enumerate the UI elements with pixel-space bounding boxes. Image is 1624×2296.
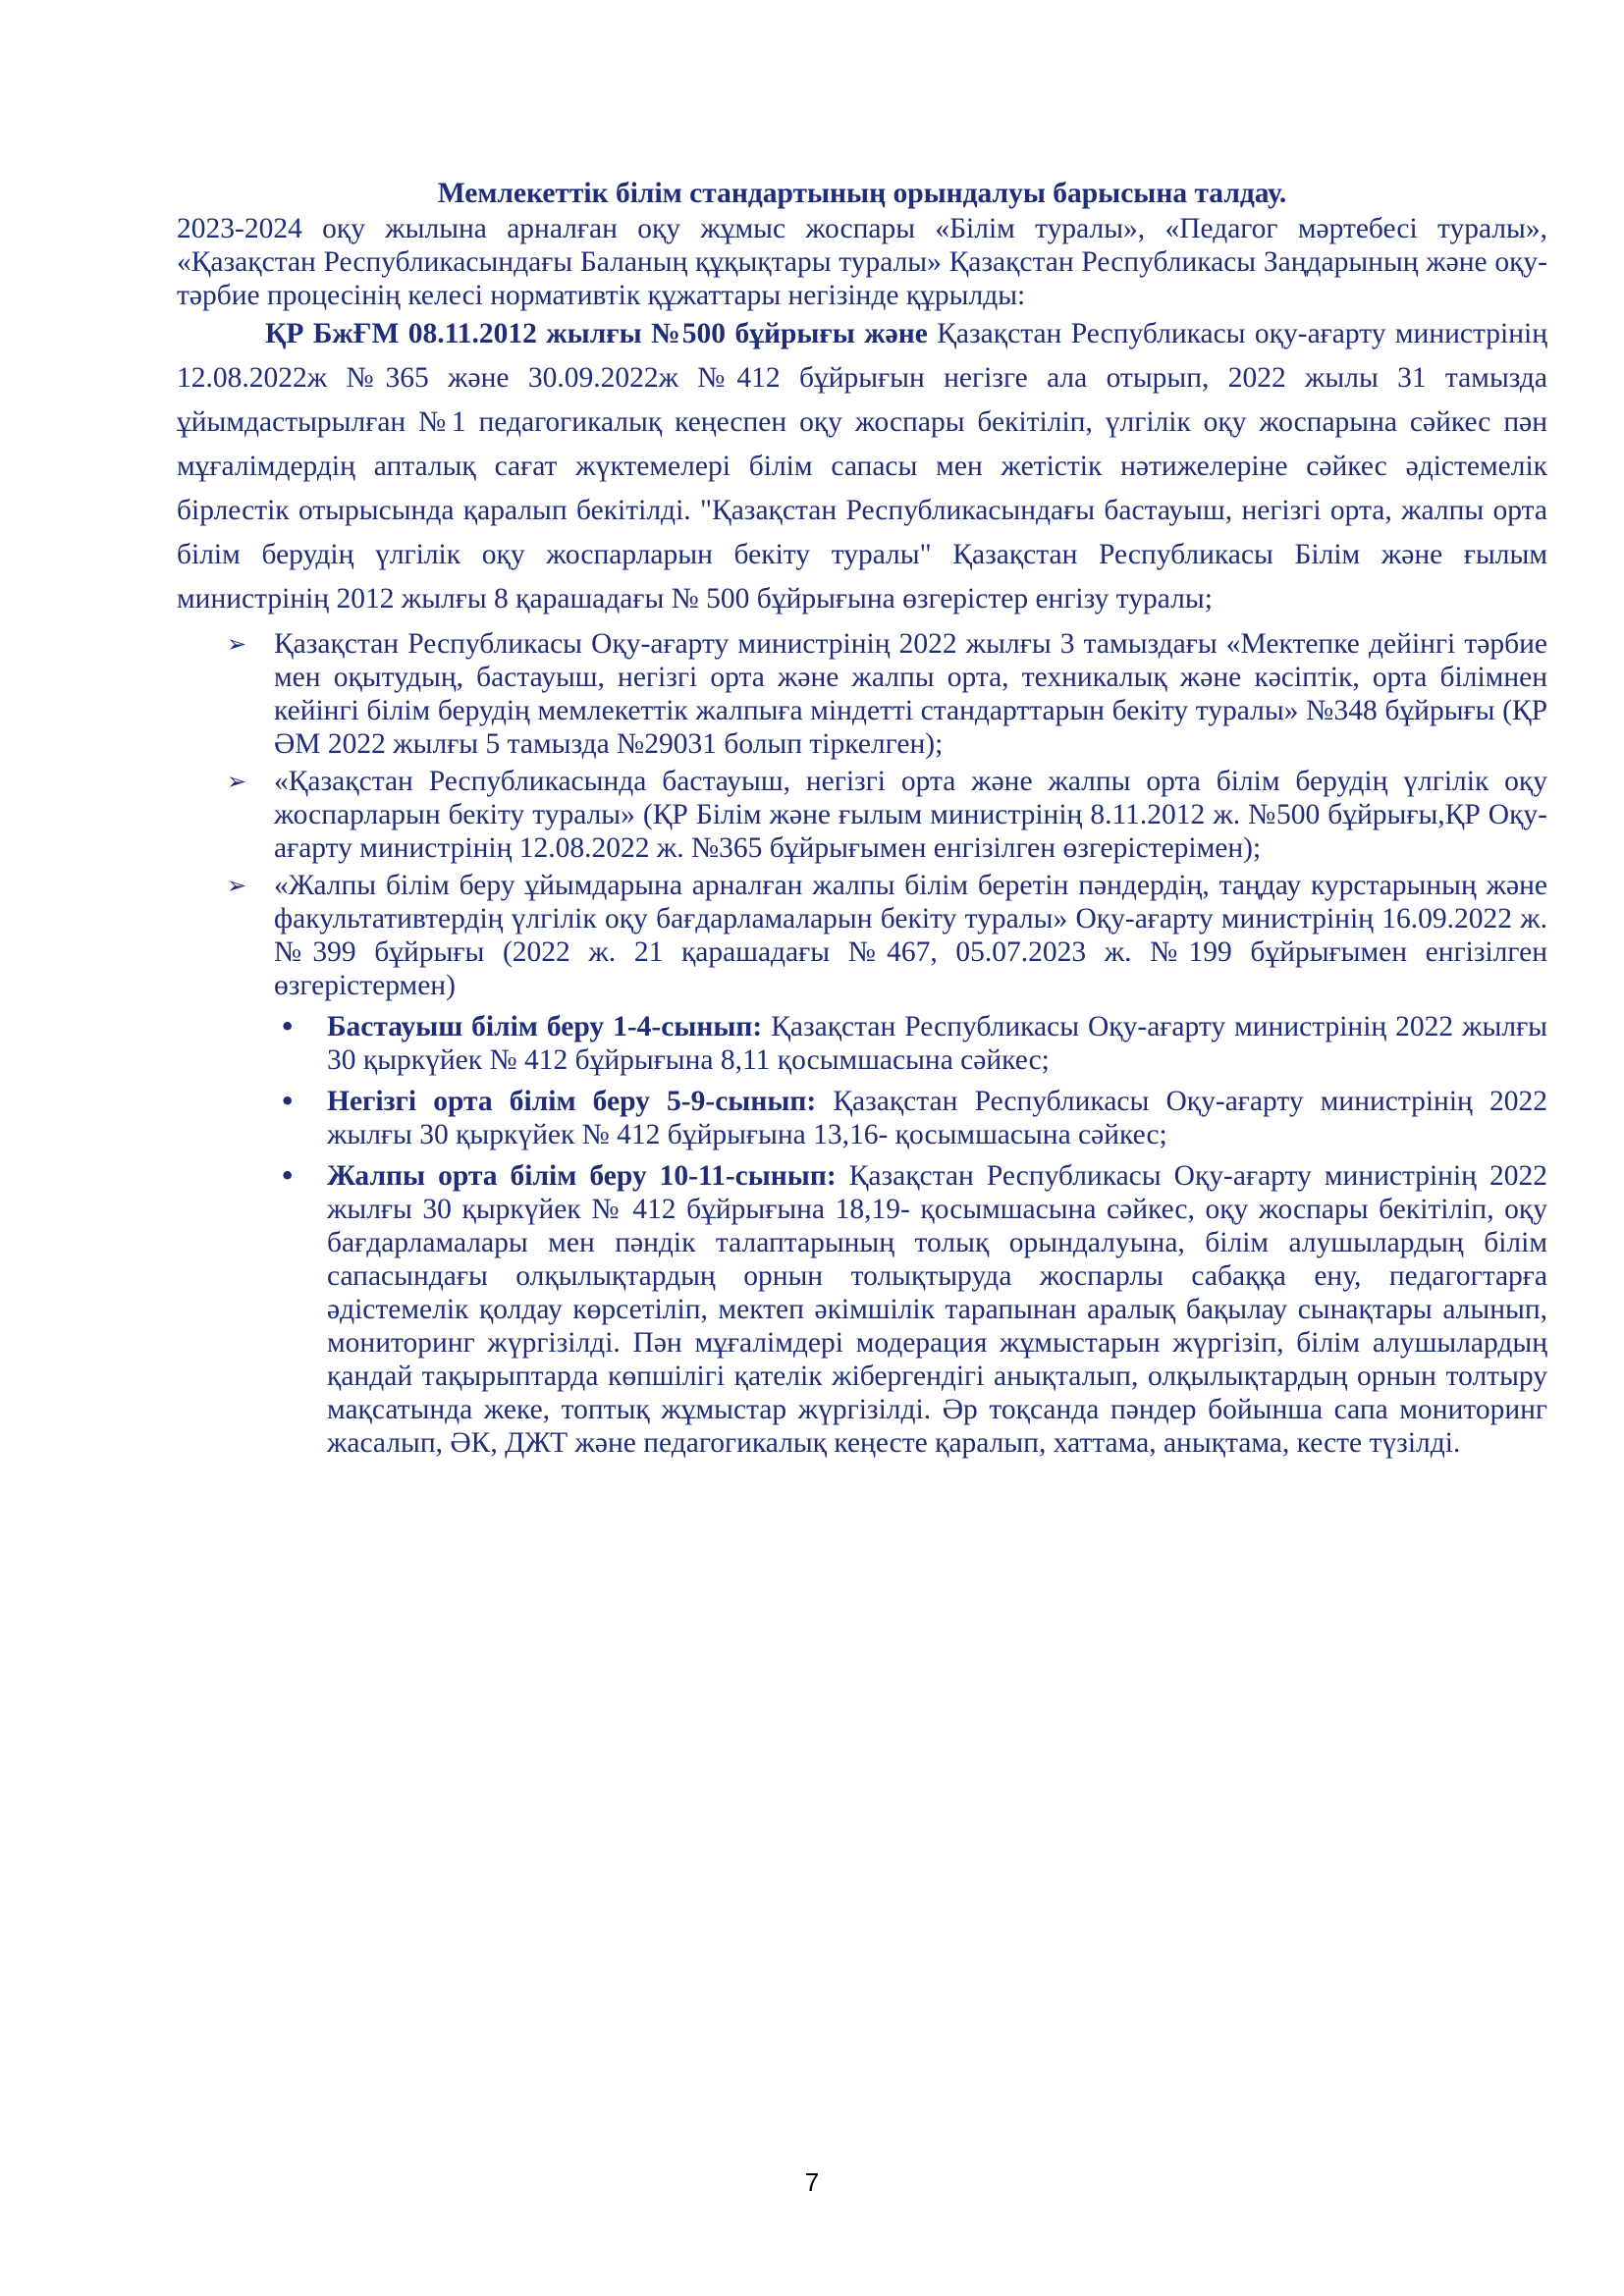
bullet-item-bold: Бастауыш білім беру 1-4-сынып: (327, 1011, 763, 1042)
arrow-item-text: «Жалпы білім беру ұйымдарына арналған жалпы білім беретін пәндердің, таңдау курстарының және факультативтердің үлгілік оқу бағдарламаларын бекіту туралы» Оқу-ағарту министрінің 16.09.2022 ж. №399 бұйрығы (2022 ж. 21 қарашадағы №467, 05.07.2023 ж. №199 бұйрығымен енгізілген өзгерістермен) (274, 870, 1547, 1001)
bullet-list-item (177, 1010, 1547, 1077)
arrow-bullet-icon: ➢ (227, 872, 247, 899)
dot-bullet-icon: • (279, 1010, 297, 1043)
arrow-list (177, 627, 1547, 1002)
arrow-list-item (177, 765, 1547, 865)
bullet-item-text: Қазақстан Республикасы Оқу-ағарту министрінің 2022 жылғы 30 қыркүйек № 412 бұйрығына 8,11 қосымшасына сәйкес; (327, 1011, 1547, 1076)
arrow-item-text: Қазақстан Республикасы Оқу-ағарту министрінің 2022 жылғы 3 тамыздағы «Мектепке дейінгі тәрбие мен оқытудың, бастауыш, негізгі орта және жалпы орта, техникалық және кәсіптік, орта білімнен кейінгі білім берудің мемлекеттік жалпыға міндетті стандарттарын бекіту туралы» №348 бұйрығы (ҚР ӘМ 2022 жылғы 5 тамызда №29031 болып тіркелген); (274, 628, 1547, 760)
bullet-list-item (177, 1159, 1547, 1460)
page-number: 7 (804, 2167, 820, 2197)
main-paragraph (177, 312, 1547, 621)
arrow-list-item (177, 869, 1547, 1002)
bullet-item-text: Қазақстан Республикасы Оқу-ағарту министрінің 2022 жылғы 30 қыркүйек № 412 бұйрығына 13,16- қосымшасына сәйкес; (327, 1086, 1547, 1150)
page-title: Мемлекеттік білім стандартының орындалуы барысына талдау. (437, 178, 1287, 209)
dot-bullet-icon: • (279, 1085, 297, 1118)
dot-bullet-icon: • (279, 1159, 297, 1193)
arrow-item-text: «Қазақстан Республикасында бастауыш, негізгі орта және жалпы орта білім берудің үлгілік оқу жоспарларын бекіту туралы» (ҚР Білім және ғылым министрінің 8.11.2012 ж. №500 бұйрығы,ҚР Оқу-ағарту министрінің 12.08.2022 ж. №365 бұйрығымен енгізілген өзгерістерімен); (274, 766, 1547, 864)
main-paragraph-text: Қазақстан Республикасы оқу-ағарту министрінің 12.08.2022ж №365 және 30.09.2022ж №412 бұйрығын негізге ала отырып, 2022 жылы 31 тамызда ұйымдастырылған №1 педагогикалық кеңеспен оқу жоспары бекітіліп, үлгілік оқу жоспарына сәйкес пән мұғалімдердің апталық сағат жүктемелері білім сапасы мен жетістік нәтижелеріне сәйкес әдістемелік бірлестік отырысында қаралып бекітілді. "Қазақстан Республикасындағы бастауыш, негізгі орта, жалпы орта білім берудің үлгілік оқу жоспарларын бекіту туралы" Қазақстан Республикасы Білім және ғылым министрінің 2012 жылғы 8 қарашадағы № 500 бұйрығына өзгерістер енгізу туралы; (177, 318, 1547, 614)
bullet-item-text: Қазақстан Республикасы Оқу-ағарту министрінің 2022 жылғы 30 қыркүйек № 412 бұйрығына 18,19- қосымшасына сәйкес, оқу жоспары бекітіліп, оқу бағдарламалары мен пәндік талаптарының толық орындалуына, білім алушылардың білім сапасындағы олқылықтардың орнын толықтыруда жоспарлы сабаққа ену, педагогтарға әдістемелік қолдау көрсетіліп, мектеп әкімшілік тарапынан аралық бақылау сынақтары алынып, мониторинг жүргізілді. Пән мұғалімдері модерация жұмыстарын жүргізіп, білім алушылардың қандай тақырыптарда көпшілігі қателік жібергендігі анықталып, олқылықтардың орнын толтыру мақсатында жеке, топтық жұмыстар жүргізілді. Әр тоқсанда пәндер бойынша сапа мониторинг жасалып, ӘК, ДЖТ және педагогикалық кеңесте қаралып, хаттама, анықтама, кесте түзілді. (327, 1160, 1547, 1459)
arrow-bullet-icon: ➢ (227, 768, 247, 795)
bullet-list-item (177, 1085, 1547, 1151)
arrow-bullet-icon: ➢ (227, 630, 247, 658)
document-body (177, 177, 1547, 1468)
bullet-item-bold: Негізгі орта білім беру 5-9-сынып: (327, 1086, 817, 1117)
bullet-list (177, 1010, 1547, 1460)
arrow-list-item (177, 627, 1547, 761)
bullet-item-bold: Жалпы орта білім беру 10-11-сынып: (327, 1160, 837, 1192)
intro-paragraph: 2023-2024 оқу жылына арналған оқу жұмыс жоспары «Білім туралы», «Педагог мәртебесі туралы», «Қазақстан Республикасындағы Баланың құқықтары туралы» Қазақстан Республикасы Заңдарының және оқу-тәрбие процесінің келесі нормативтік құжаттары негізінде құрылды: (177, 213, 1547, 311)
main-paragraph-bold: ҚР БжҒМ 08.11.2012 жылғы №500 бұйрығы және (265, 318, 928, 349)
